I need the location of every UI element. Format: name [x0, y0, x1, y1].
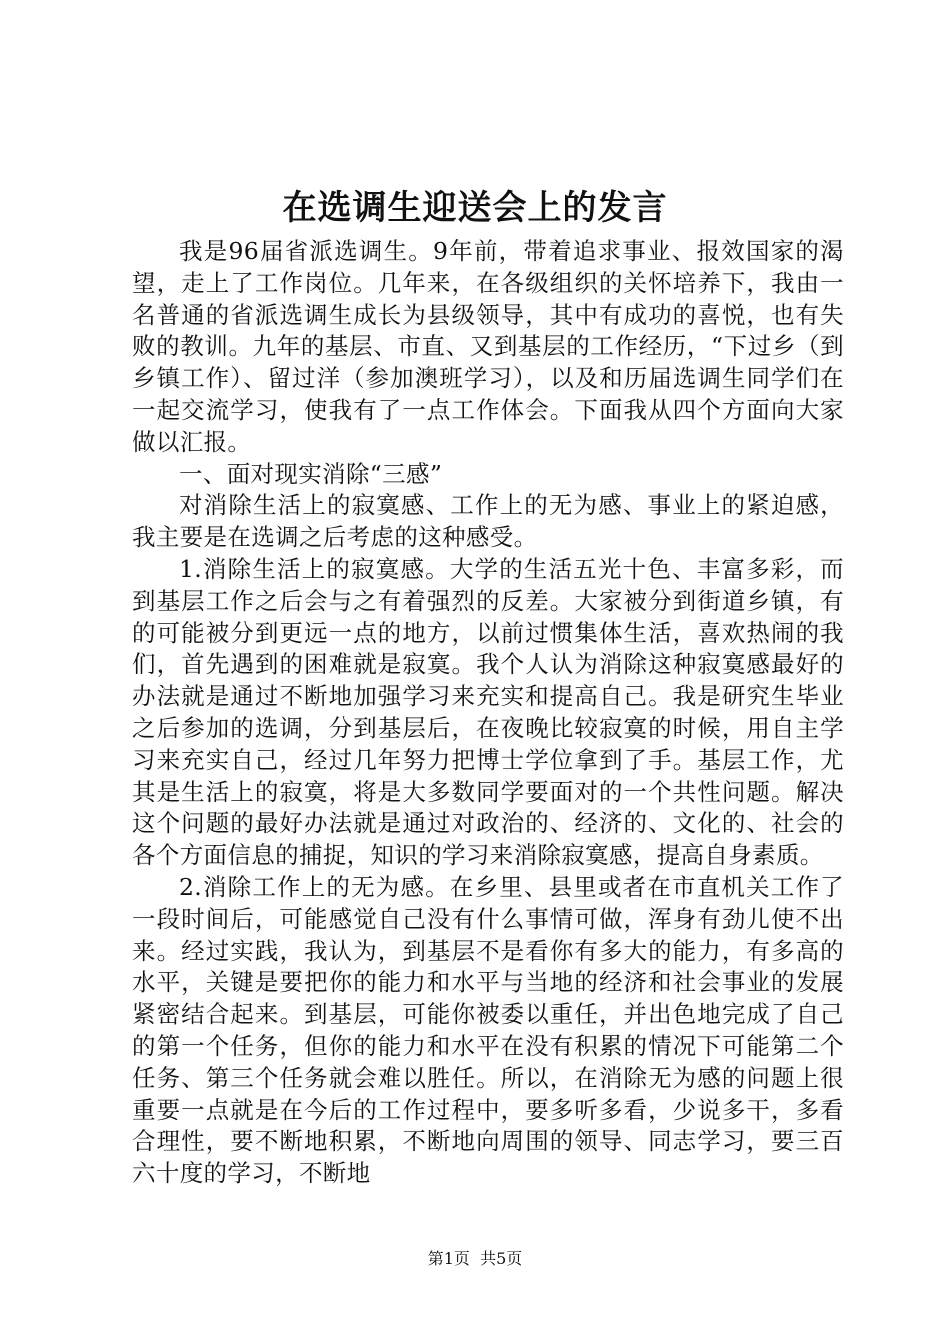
paragraph-overview: 对消除生活上的寂寞感、工作上的无为感、事业上的紧迫感，我主要是在选调之后考虑的这种感受。	[132, 491, 844, 552]
paragraph-intro: 我是96届省派选调生。9年前，带着追求事业、报效国家的渴望，走上了工作岗位。几年来，在各级组织的关怀培养下，我由一名普通的省派选调生成长为县级领导，其中有成功的喜悦，也有失败的教训。九年的基层、市直、又到基层的工作经历，“下过乡（到乡镇工作）、留过洋（参加澳班学习），以及和历届选调生同学们在一起交流学习，使我有了一点工作体会。下面我从四个方面向大家做以汇报。	[132, 237, 844, 456]
paragraph-point-1: 1.消除生活上的寂寞感。大学的生活五光十色、丰富多彩，而到基层工作之后会与之有着强烈的反差。大家被分到街道乡镇，有的可能被分到更远一点的地方，以前过惯集体生活，喜欢热闹的我们，首先遇到的困难就是寂寞。我个人认为消除这种寂寞感最好的办法就是通过不断地加强学习来充实和提高自己。我是研究生毕业之后参加的选调，分到基层后，在夜晚比较寂寞的时候，用自主学习来充实自己，经过几年努力把博士学位拿到了手。基层工作，尤其是生活上的寂寞，将是大多数同学要面对的一个共性问题。解决这个问题的最好办法就是通过对政治的、经济的、文化的、社会的各个方面信息的捕捉，知识的学习来消除寂寞感，提高自身素质。	[132, 554, 844, 870]
paragraph-point-2: 2.消除工作上的无为感。在乡里、县里或者在市直机关工作了一段时间后，可能感觉自己没有什么事情可做，浑身有劲儿使不出来。经过实践，我认为，到基层不是看你有多大的能力，有多高的水平，关键是要把你的能力和水平与当地的经济和社会事业的发展紧密结合起来。到基层，可能你被委以重任，并出色地完成了自己的第一个任务，但你的能力和水平在没有积累的情况下可能第二个任务、第三个任务就会难以胜任。所以，在消除无为感的问题上很重要一点就是在今后的工作过程中，要多听多看，少说多干，多看合理性，要不断地积累，不断地向周围的领导、同志学习，要三百六十度的学习，不断地	[132, 872, 844, 1188]
page-number: 第1页 共5页	[427, 1249, 523, 1268]
page-footer	[0, 1248, 950, 1270]
section-heading: 一、面对现实消除“三感”	[179, 459, 443, 488]
document-title: 在选调生迎送会上的发言	[282, 188, 668, 228]
document-body	[132, 236, 844, 1190]
